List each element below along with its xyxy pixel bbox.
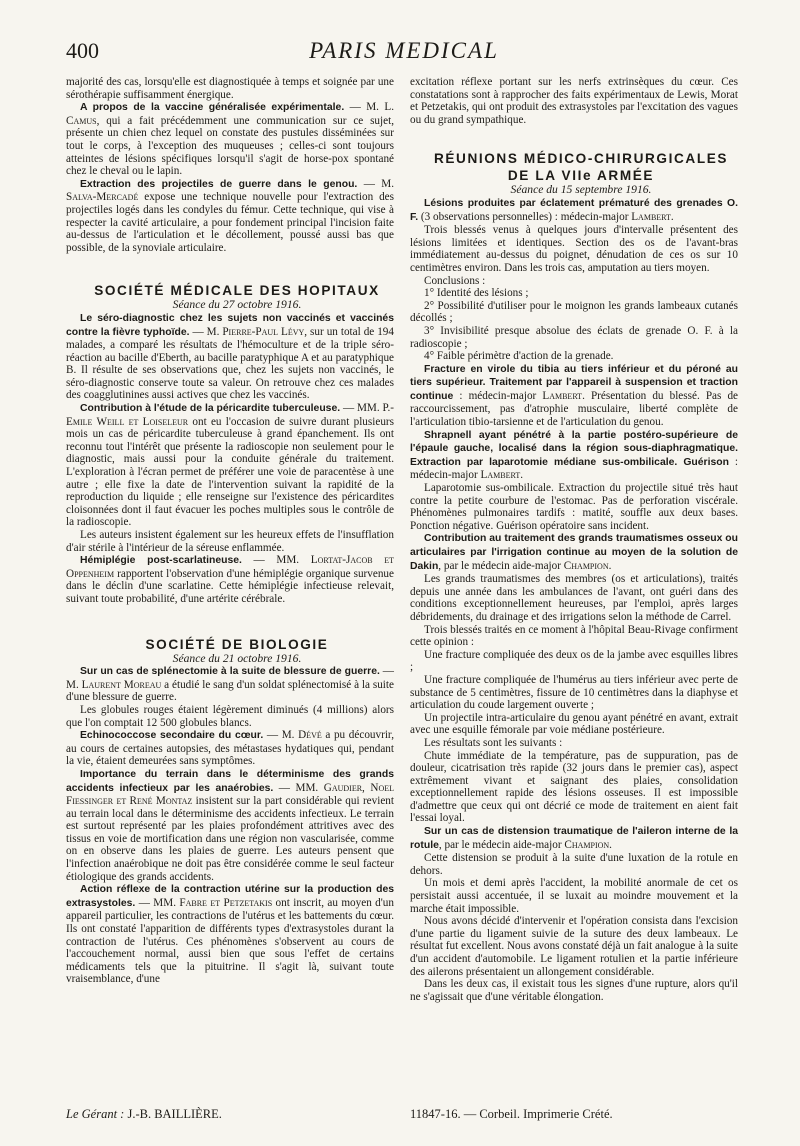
paragraph-title: Importance du terrain dans le déterminisme des grands accidents infectieux par les anaérobies. <box>66 768 394 794</box>
paragraph-body: Les grands traumatismes des membres (os et articulations), traités depuis une année dans les ambulances de l'avant, ont guéri dans des conditions exceptionnellement heureuses, par l'emploi, après larges débridements, du drainage et des irrigations selon la méthode de Carrel. <box>410 573 738 623</box>
paragraph-body: Les auteurs insistent également sur les heureux effets de l'insufflation d'air stérile à l'intérieur de la séreuse enflammée. <box>66 529 394 554</box>
page-footer <box>66 1107 742 1125</box>
paragraph-body: expose une technique nouvelle pour l'extraction des projectiles logés dans les condyles du fémur. Cette technique, qui vise à respecter la cavité articulaire, a pour fondement principal l'incision faite au-dessus de l'articulation et le décollement, poussé aussi bas que possible, de la synoviale articulaire. <box>66 191 394 254</box>
paragraph-title: Le séro-diagnostic chez les sujets non vaccinés et vaccinés contre la fièvre typhoïde. <box>66 312 394 338</box>
paragraph-body: sur un total de 194 malades, a comparé les résultats de l'hémoculture et de la triple séro-réaction au bacille d'Eberth, au bacille paratyphique A et au paratyphique B. Il résulte de ses observations que, chez les sujets non vaccinés, le séro-diagnostic conserve toute sa valeur. On retrouve chez ces malades des coagglutinines aussi actives que chez les vaccinés. <box>66 325 394 402</box>
paragraph-hemiplegie: Hémiplégie post-scarlatineuse. — MM. Lortat-Jacob et Oppenheim rapportent l'observation d'une hémiplégie organique survenue dans le déclin d'une scarlatine. Cette hémiplégie infectieuse relevait, suivant toute probabilité, d'une artérite cérébrale. <box>66 554 394 605</box>
paragraph-body: Une fracture compliquée de l'humérus au tiers inférieur avec perte de substance de 5 centimètres, fissure de 10 centimètres dans la diaphyse et articulation du coude largement ouverte ; <box>410 673 738 712</box>
paragraph-body: qui a fait précédemment une communication sur ce sujet, présente un chien chez lequel on constate des pustules disséminées sur tout le corps, à l'exception des muqueuses ; celles-ci sont toujours atteintes de lésions spécifiques lorsqu'il s'agit de horse-pox spontané chez le cheval ou le lapin. <box>66 114 394 178</box>
seance-date: Séance du 27 octobre 1916. <box>172 298 302 312</box>
paragraph-title: Hémiplégie post-scarlatineuse. <box>80 555 242 567</box>
paragraph-body: Chute immédiate de la température, pas de suppuration, pas de douleur, cicatrisation très rapide (32 jours dans le premier cas), aspect extrêmement vivant et saignant des plaies, consolidation exceptionnellement rapide des lésions osseuses. Il est impossible d'admettre que ceux qui ont décrié ce mode de traitement en aient fait l'essai loyal. <box>410 749 738 825</box>
paragraph-rotule <box>410 825 738 852</box>
paragraph-echinococcose: Echinococcose secondaire du cœur. — M. Dévé a pu découvrir, au cours de certaines autopsies, des métastases hydatiques qui, pendant la vie, étaient demeurées sans symptômes. <box>66 729 395 768</box>
paragraph-title: Contribution au traitement des grands traumatismes osseux ou articulaires par l'irrigation continue au moyen de la solution de Dakin <box>410 533 738 572</box>
speaker: Lambert. <box>542 389 585 402</box>
seance-date: Séance du 21 octobre 1916. <box>172 651 302 665</box>
paragraph-body: rapportent l'observation d'une hémiplégie organique survenue dans le déclin d'une scarlatine. Cette hémiplégie infectieuse relevait, suivant toute probabilité, d'une artérite cérébrale. <box>66 567 394 605</box>
paragraph-body: Trois blessés venus à quelques jours d'intervalle présentent des lésions limitées et identiques. Section des os de l'avant-bras immédiatement au-dessus du poignet, dénudation de ces os sur 10 centimètres environ. Dans les trois cas, amputation au tiers moyen. <box>410 224 738 274</box>
paragraph-title: Extraction des projectiles de guerre dans le genou. <box>80 178 358 190</box>
speaker: MM. P.-Emile Weill et Loiseleur <box>66 402 395 428</box>
paragraph-title: Echinococcose secondaire du cœur. <box>80 730 264 742</box>
paragraph-extraction: Extraction des projectiles de guerre dans le genou. — M. Salva-Mercadé expose une technique nouvelle pour l'extraction des projectiles logés dans les condyles du fémur. Cette technique, qui vise à respecter la cavité articulaire, a pour fondement principal l'incision faite au-dessus de l'articulation et le décollement, poussé aussi bas que possible, de la synoviale articulaire. <box>66 177 394 254</box>
paragraph-body: : médecin-major <box>453 389 543 402</box>
speaker: Champion. <box>563 559 612 572</box>
paragraph-body: (3 observations personnelles) : médecin-major <box>418 210 632 223</box>
paragraph-body: Les globules rouges étaient légèrement diminués (4 millions) alors que l'on comptait 12 500 globules blancs. <box>66 703 394 729</box>
paragraph-body: Cette distension se produit à la suite d'une luxation de la rotule en dehors. <box>410 852 738 877</box>
paragraph-body: insistent sur la part considérable qui revient au terrain local dans le déterminisme des accidents infectieux. Le terrain est surtout représenté par les plaies profondément attritives avec des tissus en voie de mortification dans une région non vascularisée, comme on en observe dans les plaies de guerre. Les auteurs pensent que l'infection anaérobique ne doit pas être considérée comme le seul facteur étiologique des grands accidents. <box>66 795 395 883</box>
paragraph-body: a pu découvrir, au cours de certaines autopsies, des métastases hydatiques qui, pendant la vie, étaient demeurées sans symptômes. <box>66 729 395 768</box>
paragraph-body: Nous avons décidé d'intervenir et l'opération consista dans l'excision d'une partie du ligament suivie de la suture des deux lambeaux. Le résultat fut excellent. Nous avons constaté déjà un fait analogue à la suite d'un accident d'automobile. Le ligament rotulien et la partie inférieure des ailerons présentaient un allongement considérable. <box>410 915 738 978</box>
speaker: M. Laurent Moreau <box>66 678 162 691</box>
speaker: Lambert. <box>631 210 674 223</box>
paragraph-body: , par le médecin aide-major <box>438 838 565 851</box>
speaker: MM. Lortat-Jacob et Oppenheim <box>66 554 394 580</box>
paragraph-body: Un mois et demi après l'accident, la mobilité anormale de cet os persistait aussi accentuée, il se luxait au moindre mouvement et la marche était impossible. <box>410 877 738 915</box>
gerant <box>66 1107 222 1122</box>
right-column <box>410 76 738 1003</box>
speaker: Lambert. <box>480 469 524 482</box>
paragraph-body: : médecin-major <box>410 455 738 482</box>
paragraph-body: Laparotomie sus-ombilicale. Extraction du projectile situé très haut contre la petite courbure de l'estomac. Pas de perforation viscérale. Phénomènes pulmonaires tardifs : matité, souffle aux deux bases. Ponction négative. Guérison opératoire sans incident. <box>410 482 738 532</box>
paragraph-body: Les résultats sont les suivants : <box>424 736 563 749</box>
seance-date: Séance du 15 septembre 1916. <box>510 183 652 197</box>
speaker: M. Salva-Mercadé <box>66 177 394 204</box>
paragraph-title: A propos de la vaccine généralisée expérimentale. <box>80 102 345 114</box>
paragraph-title: Fracture en virole du tibia au tiers inférieur et du péroné au tiers supérieur. Traitement par l'appareil à suspension et traction continue <box>410 363 738 402</box>
continuation-text: excitation réflexe portant sur les nerfs extrinsèques du cœur. Ces constatations sont à rapprocher des faits expérimentaux de Lewis, Morat et Petzetakis, qui ont produit des extrasystoles par l'excitation des vagues ou du grand sympathique. <box>410 76 738 126</box>
section-title-hopitaux: SOCIÉTÉ MÉDICALE DES HOPITAUX <box>94 283 380 299</box>
speaker: Champion. <box>564 838 612 851</box>
paragraph-serodiagnostic: Le séro-diagnostic chez les sujets non vaccinés et vaccinés contre la fièvre typhoïde. — M. Pierre-Paul Lévy, sur un total de 194 malades, a comparé les résultats de l'hémoculture et de la triple séro-réaction au bacille d'Eberth, au bacille paratyphique A et au paratyphique B. Il résulte de ses observations que, chez les sujets non vaccinés, le séro-diagnostic conserve toute sa valeur. On retrouve chez ces malades des coagglutinines aussi actives que chez les vaccinés. <box>66 312 394 402</box>
paragraph-title: Sur un cas de distension traumatique de l'aileron interne de la rotule <box>410 826 738 851</box>
speaker: M. Pierre-Paul Lévy, <box>206 325 308 338</box>
conclusions-label: Conclusions : <box>424 274 486 287</box>
paragraph-title: Action réflexe de la contraction utérine sur la production des extrasystoles. <box>66 884 394 909</box>
left-column <box>66 76 394 986</box>
section-subtitle-armee: DE LA VIIe ARMÉE <box>507 168 655 184</box>
page-number: 400 <box>66 38 99 63</box>
speaker: M. Dévé <box>281 729 322 742</box>
journal-title: PARIS MEDICAL <box>309 38 499 63</box>
paragraph-title: Contribution à l'étude de la péricardite tuberculeuse. <box>80 403 341 415</box>
paragraph-body: ont eu l'occasion de suivre durant plusieurs mois un cas de péricardite tuberculeuse à grand épanchement. Ils ont reconnu tout l'intérêt que présente la radioscopie non seulement pour le diagnostic, mais aussi pour la conduite générale du traitement. L'exploration à l'écran permet de préférer une voie de paracentèse à une autre ; elle fixe la date de l'intervention suivant la rapidité de la reproduction du liquide ; elle renseigne sur l'existence des péricardites cloisonnées dont il faut évacuer les poches multiples sous le contrôle de la radioscopie. <box>66 415 394 529</box>
speaker: M. L. Camus, <box>66 101 395 127</box>
section-title-reunions: RÉUNIONS MÉDICO-CHIRURGICALES <box>433 151 729 167</box>
section-title-biologie: SOCIÉTÉ DE BIOLOGIE <box>145 636 329 652</box>
paragraph-body: ont inscrit, au moyen d'un appareil particulier, les contractions de l'utérus et les battements du cœur. Ils ont constaté l'apparition de différents types d'extrasystoles durant la contraction de l'utérus. Ces phénomènes s'observent au cours de l'accouchement normal, aussi bien que sous l'effet de certains médicaments tels que la pituitrine. Il s'agit là, suivant toute vraisemblance, d'une <box>66 896 394 986</box>
paragraph-body: Un projectile intra-articulaire du genou ayant pénétré en avant, extrait avec une esquille fémorale par voie médiane postérieure. <box>410 711 738 737</box>
paragraph-vaccine: A propos de la vaccine généralisée expérimentale. — M. L. Camus, qui a fait précédemment une communication sur ce sujet, présente un chien chez lequel on constate des pustules disséminées sur tout le corps, à l'exception des muqueuses ; celles-ci sont toujours atteintes de lésions spécifiques lorsqu'il s'agit de horse-pox spontané chez le cheval ou le lapin. <box>66 101 395 178</box>
conclusion-item: 4° Faible périmètre d'action de la grenade. <box>424 350 614 363</box>
conclusion-item: 2° Possibilité d'utiliser pour le moignon les grands lambeaux cutanés décollés ; <box>410 299 738 325</box>
paragraph-body: a étudié le sang d'un soldat splénectomisé à la suite d'une blessure de guerre. <box>66 678 394 704</box>
speaker: MM. Gaudier, Noel Fiessinger et René Montaz <box>66 781 395 808</box>
conclusion-item: 1° Identité des lésions ; <box>424 287 529 300</box>
paragraph-dakin <box>410 532 738 573</box>
paragraph-body: Dans les deux cas, il existait tous les signes d'une rupture, alors qu'il ne s'agissait que d'une véritable élongation. <box>410 978 738 1003</box>
continuation-text: majorité des cas, lorsqu'elle est diagnostiquée à temps et soignée par une sérothérapie suffisamment énergique. <box>66 76 394 101</box>
speaker: MM. Fabre et Petzetakis <box>153 896 273 909</box>
paragraph-shrapnell <box>410 429 738 482</box>
paragraph-body: Une fracture compliquée des deux os de la jambe avec esquilles libres ; <box>410 648 738 674</box>
gerant-label: Le Gérant : <box>66 1107 125 1121</box>
paragraph-body: Trois blessés traités en ce moment à l'hôpital Beau-Rivage confirment cette opinion : <box>410 623 738 649</box>
printer-line: 11847-16. — Corbeil. Imprimerie Crété. <box>410 1107 613 1121</box>
paragraph-terrain: Importance du terrain dans le déterminisme des grands accidents infectieux par les anaérobies. — MM. Gaudier, Noel Fiessinger et René Montaz insistent sur la part considérable qui revient au terrain local dans le déterminisme des accidents infectieux. Le terrain est surtout représenté par les plaies profondément attritives avec des tissus en voie de mortification dans une région non vascularisée, comme on en observe dans les plaies de guerre. Les auteurs pensent que l'infection anaérobique ne doit pas être considérée comme le seul facteur étiologique des grands accidents. <box>66 768 395 883</box>
paragraph-title: Lésions produites par éclatement prématuré des grenades O. F. <box>410 197 738 223</box>
paragraph-grenades <box>410 197 738 224</box>
paragraph-body: , par le médecin aide-major <box>438 559 564 572</box>
conclusion-item: 3° Invisibilité presque absolue des éclats de grenade O. F. à la radioscopie ; <box>410 324 738 350</box>
paragraph-body: Présentation du blessé. Pas de raccourcissement, pas d'atrophie musculaire, liberté complète de l'articulation tibio-tarsienne et de l'articulation du genou. <box>410 389 739 429</box>
paragraph-title: Sur un cas de splénectomie à la suite de blessure de guerre. <box>80 666 380 678</box>
paragraph-pericardite: Contribution à l'étude de la péricardite tuberculeuse. — MM. P.-Emile Weill et Loiseleur ont eu l'occasion de suivre durant plusieurs mois un cas de péricardite tuberculeuse à grand épanchement. Ils ont reconnu tout l'intérêt que présente la radioscopie non seulement pour le diagnostic, mais aussi pour la conduite générale du traitement. L'exploration à l'écran permet de préférer une voie de paracentèse à une autre ; elle fixe la date de l'intervention suivant la rapidité de la reproduction du liquide ; elle renseigne sur l'existence des péricardites cloisonnées dont il faut évacuer les poches multiples sous le contrôle de la radioscopie. <box>66 402 395 529</box>
paragraph-fracture-tibia <box>410 363 738 429</box>
gerant-name: J.-B. BAILLIÈRE. <box>127 1107 222 1121</box>
paragraph-splenectomie: Sur un cas de splénectomie à la suite de blessure de guerre. — M. Laurent Moreau a étudié le sang d'un soldat splénectomisé à la suite d'une blessure de guerre. <box>66 665 394 704</box>
paragraph-title: Shrapnell ayant pénétré à la partie postéro-supérieure de l'épaule gauche, localisé dans la région sous-diaphragmatique. Extraction par laparotomie médiane sus-ombilicale. Guérison <box>410 429 738 468</box>
page-header <box>66 38 742 68</box>
paragraph-extrasystoles: Action réflexe de la contraction utérine sur la production des extrasystoles. — MM. Fabre et Petzetakis ont inscrit, au moyen d'un appareil particulier, les contractions de l'utérus et les battements du cœur. Ils ont constaté l'apparition de différents types d'extrasystoles durant la contraction de l'utérus. Ces phénomènes s'observent au cours de l'accouchement normal, aussi bien que sous l'effet de certains médicaments tels que la pituitrine. Il s'agit là, suivant toute vraisemblance, d'une <box>66 884 394 986</box>
